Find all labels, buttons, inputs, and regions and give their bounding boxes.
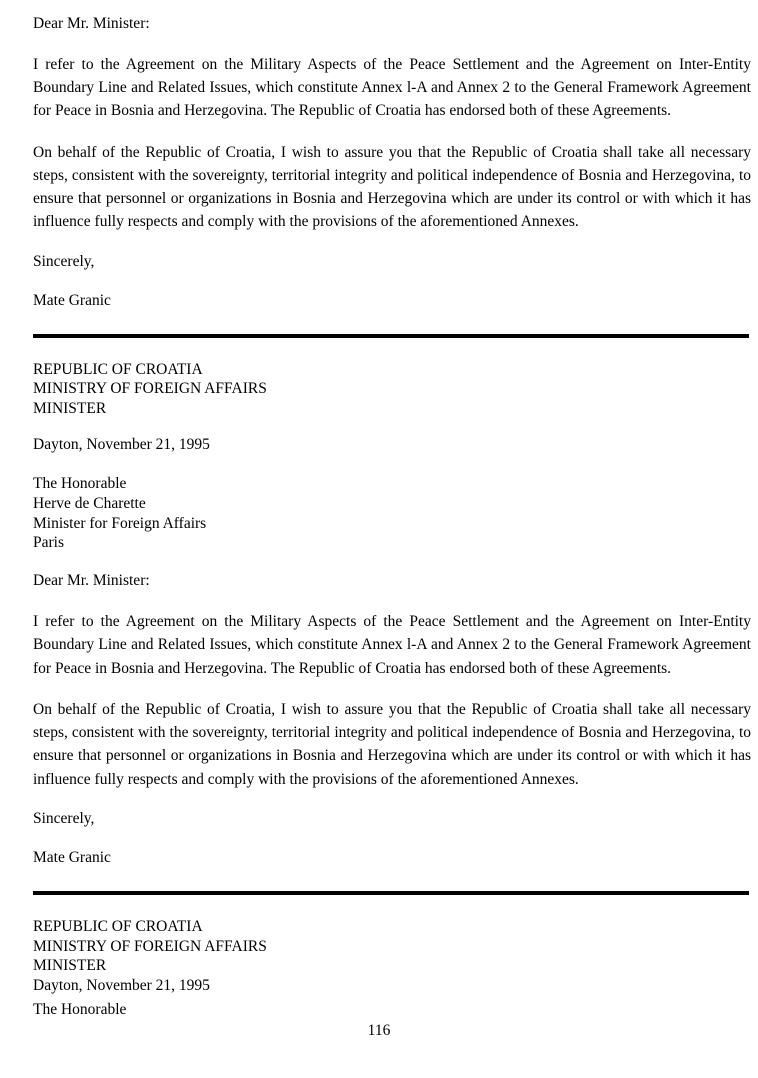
letterhead-line: MINISTER (33, 957, 107, 975)
salutation: Dear Mr. Minister: (33, 572, 150, 590)
letter-middle (33, 360, 755, 869)
signature-name: Mate Granic (33, 848, 111, 866)
salutation: Dear Mr. Minister: (33, 15, 150, 32)
body-paragraph: I refer to the Agreement on the Military Aspects of the Peace Settlement and the Agreement on Inter-Entity Boundary Line and Related Issues, which constitute Annex l-A and Annex 2 to the General Framework Agreement for Peace in Bosnia and Herzegovina. The Republic of Croatia has endorsed both of these Agreements. (33, 613, 751, 677)
body-paragraph: On behalf of the Republic of Croatia, I wish to assure you that the Republic of Croatia shall take all necessary steps, consistent with the sovereignty, territorial integrity and political independence of Bosnia and Herzegovina, to ensure that personnel or organizations in Bosnia and Herzegovina which are under its control or with which it has influence fully respects and comply with the provisions of the aforementioned Annexes. (33, 700, 751, 788)
dateline: Dayton, November 21, 1995 (33, 436, 210, 453)
addressee-line: The Honorable (33, 1001, 127, 1019)
letterhead-line: MINISTER (33, 400, 107, 418)
dateline: Dayton, November 21, 1995 (33, 977, 210, 995)
letter-top-partial (33, 14, 755, 312)
letterhead-line: MINISTRY OF FOREIGN AFFAIRS (33, 380, 267, 398)
addressee-line: The Honorable (33, 474, 127, 492)
letterhead (33, 917, 755, 996)
closing: Sincerely, (33, 809, 95, 827)
body-paragraph: On behalf of the Republic of Croatia, I wish to assure you that the Republic of Croatia shall take all necessary steps, consistent with the sovereignty, territorial integrity and political independence of Bosnia and Herzegovina, to ensure that personnel or organizations in Bosnia and Herzegovina which are under its control or with which it has influence fully respects and comply with the provisions of the aforementioned Annexes. (33, 143, 751, 231)
section-divider (33, 891, 749, 895)
letterhead-line: REPUBLIC OF CROATIA (33, 360, 203, 378)
letter-bottom-partial (33, 917, 755, 1020)
letterhead (33, 360, 755, 419)
addressee-block (33, 1000, 755, 1020)
page-number: 116 (367, 1022, 391, 1039)
letterhead-line: MINISTRY OF FOREIGN AFFAIRS (33, 937, 267, 955)
addressee-line: Minister for Foreign Affairs (33, 514, 207, 532)
addressee-line: Herve de Charette (33, 494, 146, 512)
section-divider (33, 334, 749, 338)
signature-name: Mate Granic (33, 291, 111, 309)
addressee-block (33, 474, 755, 553)
addressee-line: Paris (33, 534, 64, 552)
closing: Sincerely, (33, 252, 95, 270)
letterhead-line: REPUBLIC OF CROATIA (33, 917, 203, 935)
body-paragraph: I refer to the Agreement on the Military Aspects of the Peace Settlement and the Agreement on Inter-Entity Boundary Line and Related Issues, which constitute Annex l-A and Annex 2 to the General Framework Agreement for Peace in Bosnia and Herzegovina. The Republic of Croatia has endorsed both of these Agreements. (33, 55, 751, 120)
page-content (33, 14, 755, 1038)
